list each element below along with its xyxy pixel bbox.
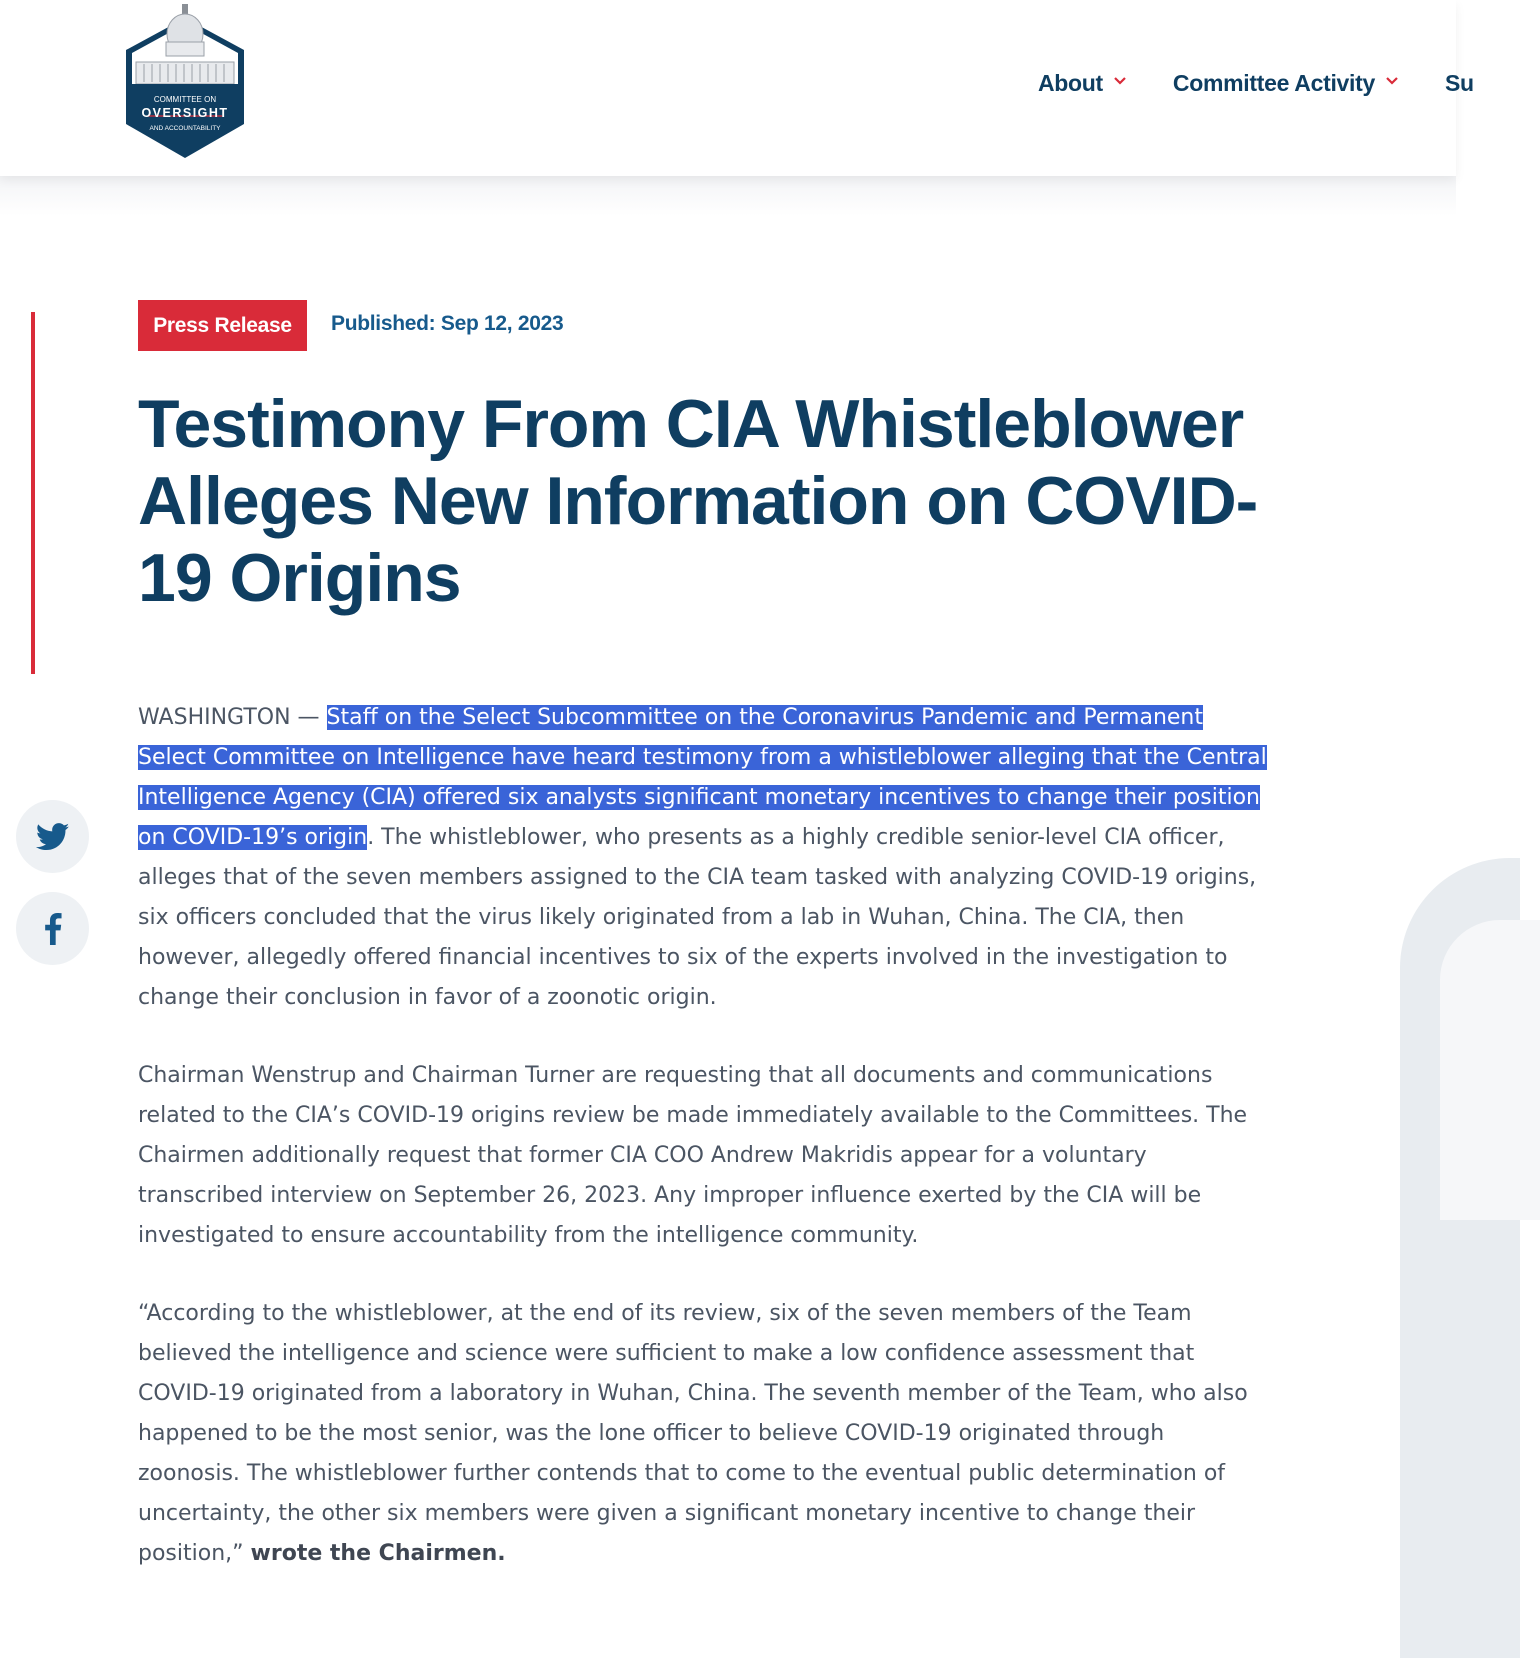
- paragraph-text: . The whistleblower, who presents as a highly credible senior-level CIA officer, alleges that of the seven members assigned to the CIA team tasked with analyzing COVID-19 origins, six officers concluded that the virus likely originated from a lab in Wuhan, China. The CIA, then however, allegedly offered financial incentives to six of the experts involved in the investigation to change their conclusion in favor of a zoonotic origin.: [138, 825, 1257, 1010]
- svg-text:OVERSIGHT: OVERSIGHT: [141, 106, 229, 120]
- share-facebook-button[interactable]: [16, 892, 89, 965]
- nav-item-about[interactable]: [1038, 70, 1127, 97]
- svg-text:AND ACCOUNTABILITY: AND ACCOUNTABILITY: [149, 125, 221, 132]
- quote-attribution: wrote the Chairmen.: [250, 1541, 506, 1566]
- selected-text: Staff on the Select Subcommittee on the Coronavirus Pandemic and Permanent Select Committee on Intelligence have heard testimony from a whistleblower alleging that the Central Intelligence Agency (CIA) offered six analysts significant monetary incentives to change their position on COVID-19’s origin: [138, 705, 1267, 850]
- paragraph: Chairman Wenstrup and Chairman Turner are requesting that all documents and communications related to the CIA’s COVID-19 origins review be made immediately available to the Committees. The Chairmen additionally request that former CIA COO Andrew Makridis appear for a voluntary transcribed interview on September 26, 2023. Any improper influence exerted by the CIA will be investigated to ensure accountability from the intelligence community.: [138, 1063, 1248, 1248]
- site-header: [0, 0, 1474, 176]
- article-title: Testimony From CIA Whistleblower Alleges New Information on COVID-19 Origins: [138, 386, 1258, 616]
- nav-label: Su: [1445, 70, 1474, 96]
- sidebar-decoration-inner: [1440, 920, 1540, 1220]
- title-accent-bar: [31, 312, 35, 674]
- published-date: Published: Sep 12, 2023: [331, 312, 564, 335]
- paragraph: [138, 1294, 1268, 1574]
- main-nav: [1038, 70, 1520, 97]
- quote-text: “According to the whistleblower, at the end of its review, six of the seven members of the Team believed the intelligence and science were sufficient to make a low confidence assessment that COVID-19 originated from a laboratory in Wuhan, China. The seventh member of the Team, who also happened to be the most senior, was the lone officer to believe COVID-19 originated through zoonosis. The whistleblower further contends that to come to the eventual public determination of uncertainty, the other six members were given a significant monetary incentive to change their position,”: [138, 1301, 1248, 1566]
- nav-label: Committee Activity: [1172, 70, 1375, 96]
- article-body: [138, 698, 1268, 1612]
- nav-label: About: [1038, 70, 1103, 96]
- committee-logo[interactable]: [122, 4, 248, 162]
- dateline: WASHINGTON —: [138, 705, 327, 730]
- share-twitter-button[interactable]: [16, 800, 89, 873]
- svg-text:COMMITTEE ON: COMMITTEE ON: [153, 95, 217, 104]
- category-badge[interactable]: Press Release: [138, 300, 307, 351]
- header-shadow: [0, 176, 1456, 216]
- nav-item-committee-activity[interactable]: [1173, 70, 1399, 97]
- facebook-icon: [44, 913, 62, 945]
- capitol-logo-icon: [122, 4, 248, 162]
- nav-item-truncated[interactable]: [1445, 70, 1474, 97]
- paragraph: [138, 698, 1268, 1018]
- chevron-down-icon: [1385, 74, 1399, 88]
- twitter-icon: [36, 823, 70, 851]
- chevron-down-icon: [1113, 74, 1127, 88]
